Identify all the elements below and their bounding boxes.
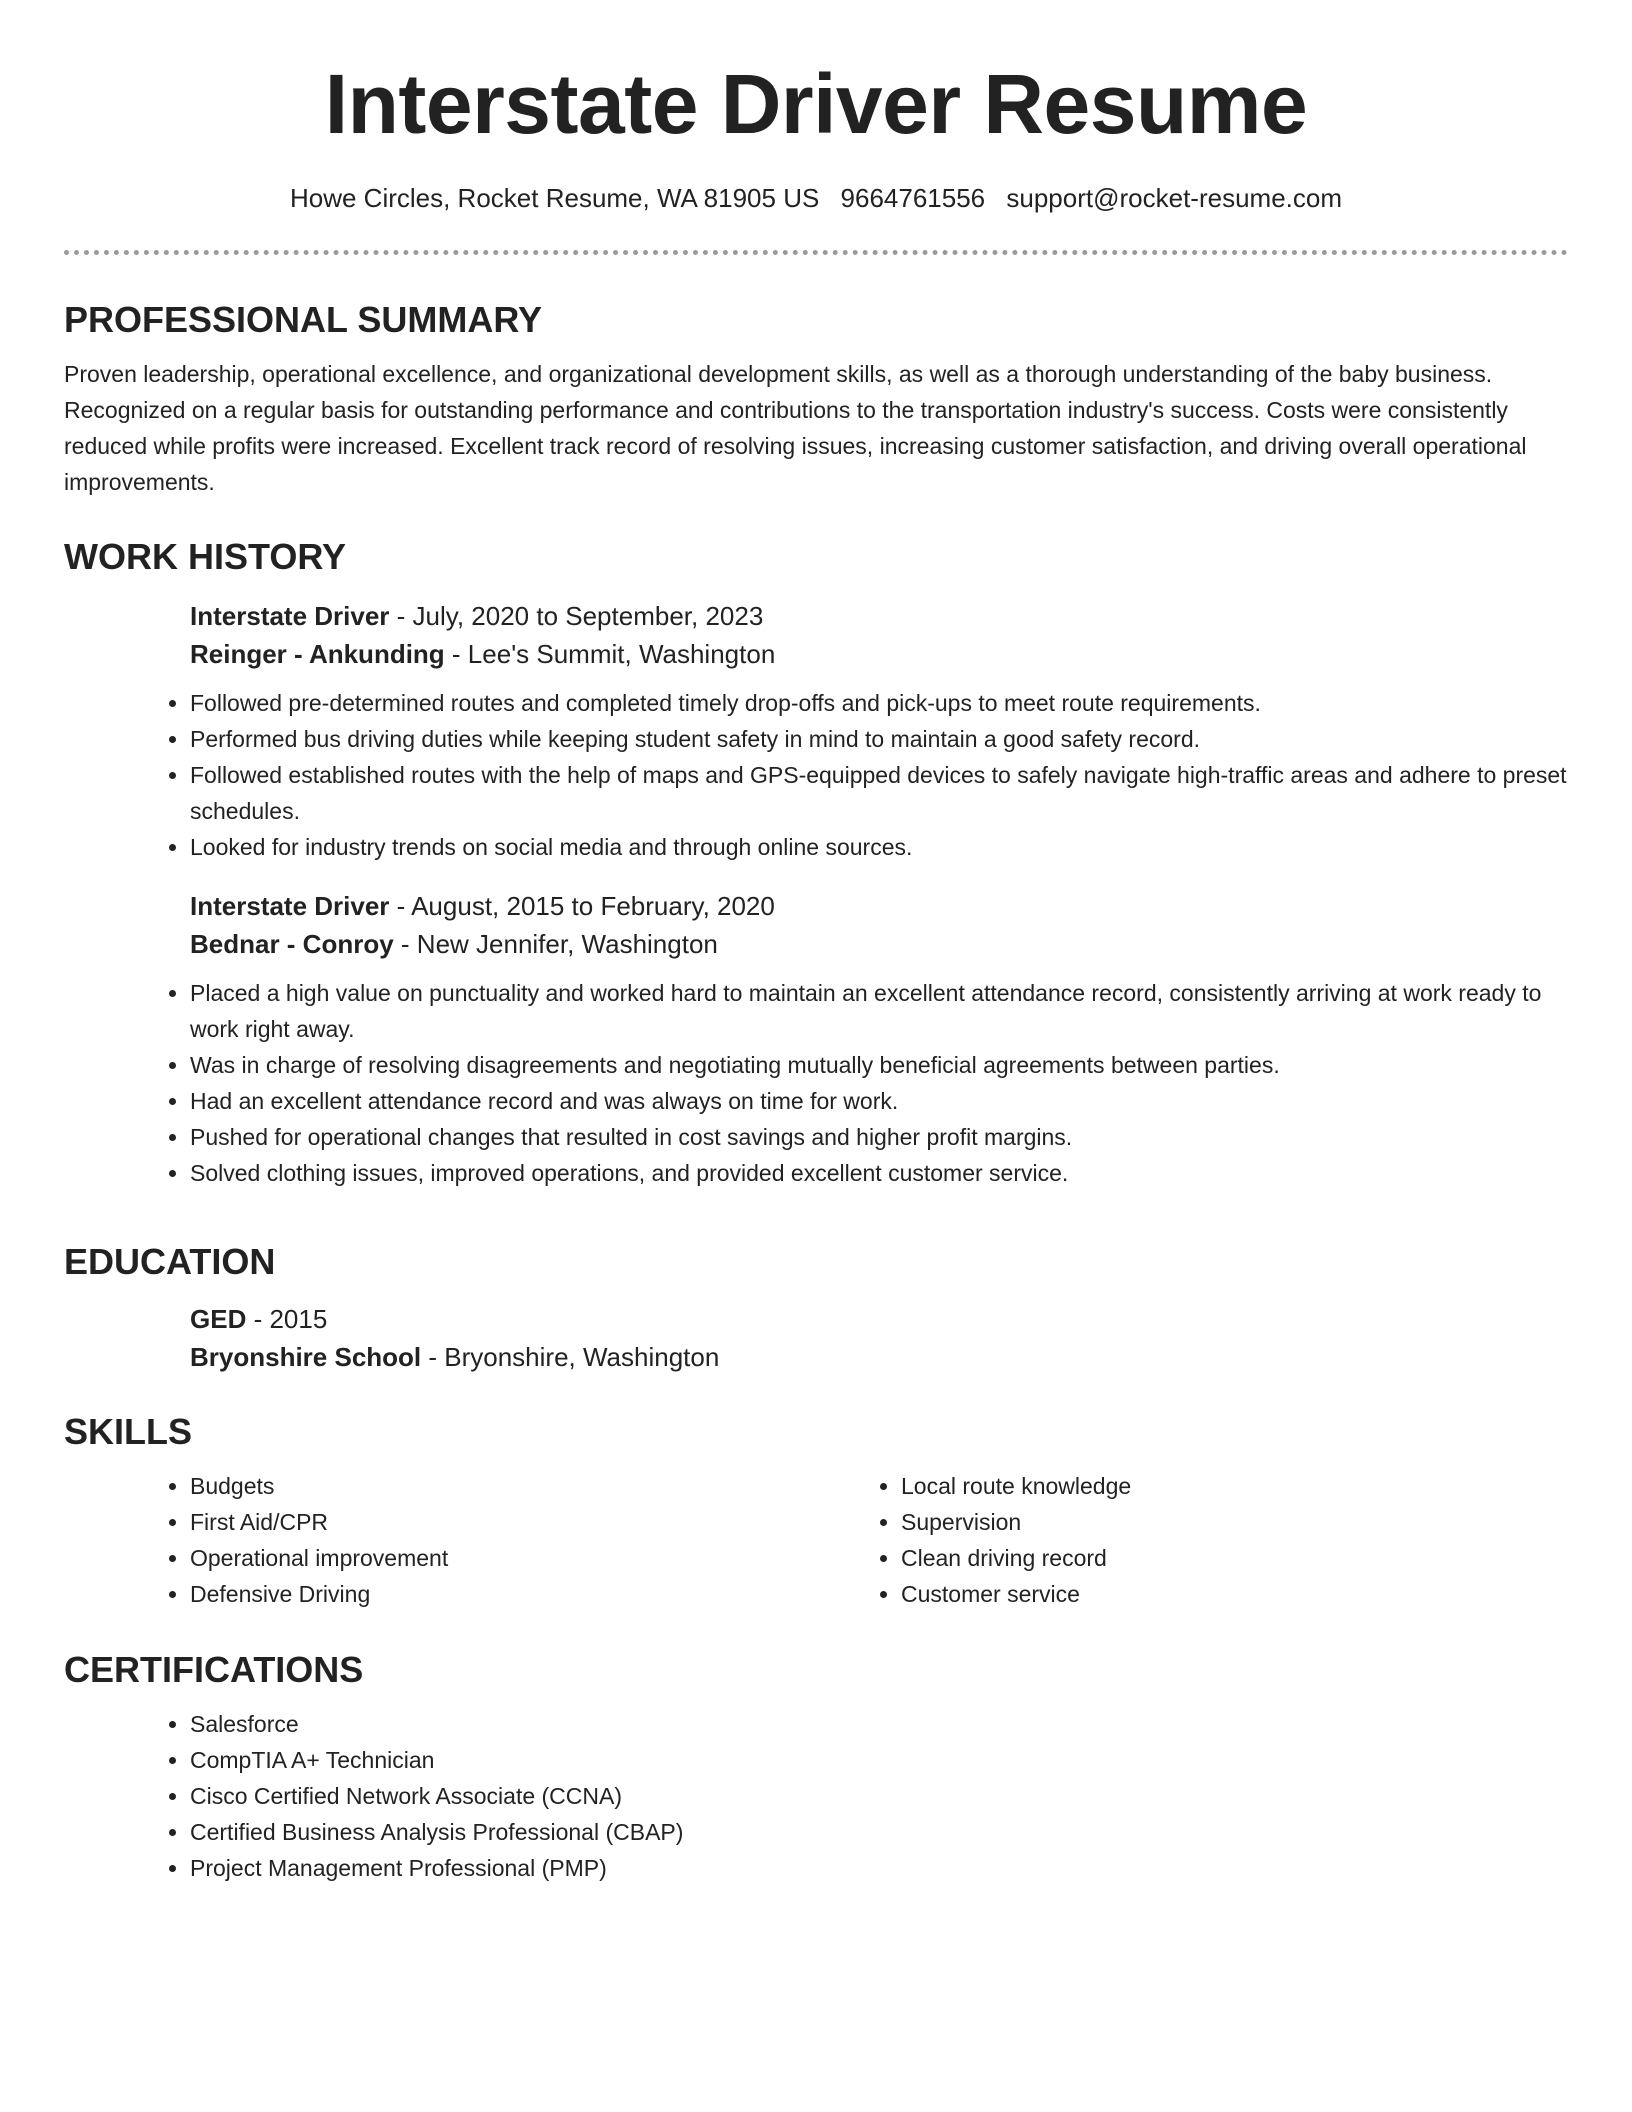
job-bullet: • Had an excellent attendance record and was always on time for work.: [190, 1083, 1568, 1119]
skill-item: • Customer service: [901, 1576, 1568, 1612]
education-heading: EDUCATION: [64, 1241, 276, 1282]
skills-list-right: [857, 1468, 1568, 1612]
contact-email: support@rocket-resume.com: [1006, 183, 1343, 213]
job-bullet: • Performed bus driving duties while keeping student safety in mind to maintain a good safety record.: [190, 721, 1568, 757]
job-bullet: • Followed established routes with the help of maps and GPS-equipped devices to safely navigate high-traffic areas and adhere to preset schedules.: [190, 757, 1568, 829]
skill-item: • Clean driving record: [901, 1540, 1568, 1576]
job-dates: - July, 2020 to September, 2023: [389, 601, 764, 631]
education-degree-line: [190, 1300, 1568, 1338]
education-entry: [190, 1300, 1568, 1376]
education-degree: GED: [190, 1304, 247, 1334]
summary-heading: PROFESSIONAL SUMMARY: [64, 299, 543, 340]
certification-item: • Certified Business Analysis Professional (CBAP): [190, 1814, 1568, 1850]
certifications-heading: CERTIFICATIONS: [64, 1649, 364, 1690]
summary-text: Proven leadership, operational excellence, and organizational development skills, as well as a thorough understanding of the baby business. Recognized on a regular basis for outstanding performance and contributions to the transportation industry's success. Costs were consistently reduced while profits were increased. Excellent track record of resolving issues, increasing customer satisfaction, and driving overall operational improvements.: [64, 361, 1527, 495]
job-bullet: • Looked for industry trends on social media and through online sources.: [190, 829, 1568, 865]
certifications-list: [146, 1706, 1568, 1886]
job-bullet: • Was in charge of resolving disagreements and negotiating mutually beneficial agreements between parties.: [190, 1047, 1568, 1083]
work-history-section: [64, 533, 1568, 1191]
job-company: Reinger - Ankunding: [190, 639, 445, 669]
skill-item: • Operational improvement: [190, 1540, 857, 1576]
job-bullet: • Solved clothing issues, improved operations, and provided excellent customer service.: [190, 1155, 1568, 1191]
skill-item: • First Aid/CPR: [190, 1504, 857, 1540]
skill-item: • Defensive Driving: [190, 1576, 857, 1612]
skills-grid: [146, 1468, 1568, 1612]
skills-list-left: [146, 1468, 857, 1612]
resume-title: Interstate Driver Resume: [324, 57, 1308, 151]
job-bullets: [146, 975, 1568, 1191]
certifications-section: [64, 1646, 1568, 1886]
certification-item: • CompTIA A+ Technician: [190, 1742, 1568, 1778]
job-bullet: • Followed pre-determined routes and completed timely drop-offs and pick-ups to meet route requirements.: [190, 685, 1568, 721]
skills-section: [64, 1408, 1568, 1612]
job-company-line: [190, 635, 1568, 673]
skill-item: • Supervision: [901, 1504, 1568, 1540]
job-entry: [190, 597, 1568, 865]
contact-line: [0, 180, 1632, 216]
header-divider: [64, 250, 1568, 255]
skills-heading: SKILLS: [64, 1411, 193, 1452]
certification-item: • Salesforce: [190, 1706, 1568, 1742]
job-entry: [190, 887, 1568, 1191]
skill-item: • Local route knowledge: [901, 1468, 1568, 1504]
job-company: Bednar - Conroy: [190, 929, 394, 959]
job-bullet: • Placed a high value on punctuality and worked hard to maintain an excellent attendance record, consistently arriving at work ready to work right away.: [190, 975, 1568, 1047]
work-history-heading: WORK HISTORY: [64, 536, 347, 577]
job-dates: - August, 2015 to February, 2020: [389, 891, 775, 921]
certification-item: • Project Management Professional (PMP): [190, 1850, 1568, 1886]
education-section: [64, 1238, 1568, 1376]
job-location: - Lee's Summit, Washington: [444, 639, 776, 669]
job-location: - New Jennifer, Washington: [393, 929, 718, 959]
job-role: Interstate Driver: [190, 601, 390, 631]
job-bullet: • Pushed for operational changes that resulted in cost savings and higher profit margins.: [190, 1119, 1568, 1155]
job-title-line: [190, 597, 1568, 635]
job-bullets: [146, 685, 1568, 865]
job-title-line: [190, 887, 1568, 925]
summary-section: [64, 296, 1568, 500]
education-location: - Bryonshire, Washington: [421, 1342, 720, 1372]
certification-item: • Cisco Certified Network Associate (CCNA): [190, 1778, 1568, 1814]
skill-item: • Budgets: [190, 1468, 857, 1504]
education-school-line: [190, 1338, 1568, 1376]
contact-phone: 9664761556: [840, 183, 986, 213]
job-role: Interstate Driver: [190, 891, 390, 921]
education-school: Bryonshire School: [190, 1342, 422, 1372]
contact-address: Howe Circles, Rocket Resume, WA 81905 US: [289, 183, 820, 213]
job-company-line: [190, 925, 1568, 963]
education-year: - 2015: [246, 1304, 328, 1334]
